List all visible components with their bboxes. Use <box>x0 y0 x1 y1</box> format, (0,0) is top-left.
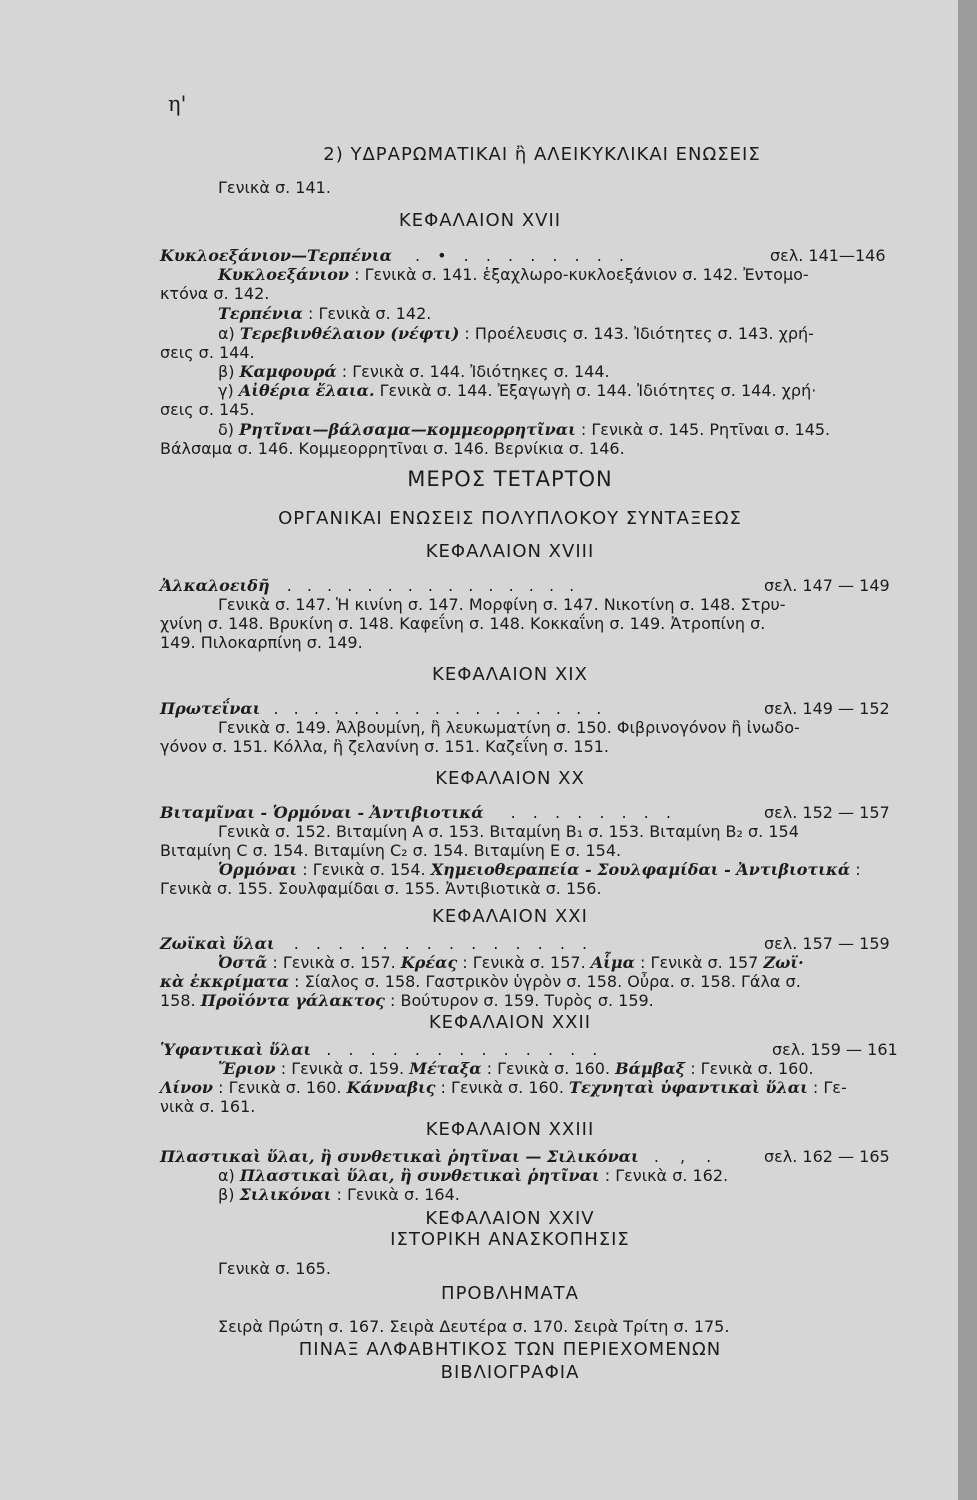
part-title: ΜΕΡΟΣ ΤΕΤΑΡΤΟΝ <box>407 467 613 491</box>
entry-title: Τερεβινθέλαιον (νέφτι) <box>239 324 460 343</box>
entry-title: Ζωϊ· <box>763 953 804 972</box>
entry-title: Αἰθέρια ἔλαια. <box>238 381 375 400</box>
entry-title: Ζωϊκαὶ ὕλαι <box>160 934 275 953</box>
entry-text: : Βούτυρον σ. 159. Τυρὸς σ. 159. <box>389 991 654 1010</box>
entry-text: : Γενικὰ σ. 157. <box>272 953 396 972</box>
toc-entry <box>160 699 606 718</box>
entry-label: 158. <box>160 991 196 1010</box>
entry-pages: σελ. 162 — 165 <box>764 1147 890 1166</box>
entry-pages: σελ. 141—146 <box>770 246 886 265</box>
entry-text: : <box>855 860 861 879</box>
entry-text: : Γενικὰ σ. 160. <box>486 1059 611 1078</box>
entry-text: : Γενικὰ σ. 145. Ρητῖναι σ. 145. <box>580 420 831 439</box>
chapter-18-heading: ΚΕΦΑΛΑΙΟΝ XVIII <box>425 541 595 562</box>
toc-line <box>218 420 830 439</box>
toc-entry <box>160 934 593 953</box>
entry-text: : Γε- <box>812 1078 847 1097</box>
toc-entry <box>160 803 677 822</box>
chapter-17-heading: ΚΕΦΑΛΑΙΟΝ XVII <box>398 210 562 231</box>
bibliography-title: ΒΙΒΛΙΟΓΡΑΦΙΑ <box>440 1362 580 1383</box>
toc-line <box>218 1166 728 1185</box>
entry-title: Βιταμῖναι - Ὁρμόναι - Ἀντιβιοτικά <box>160 803 484 822</box>
toc-line <box>160 972 801 991</box>
chapter-19-heading: ΚΕΦΑΛΑΙΟΝ XIX <box>432 664 588 685</box>
toc-line: 149. Πιλοκαρπίνη σ. 149. <box>160 633 363 652</box>
toc-line: κτόνα σ. 142. <box>160 284 270 303</box>
chapter-22-heading: ΚΕΦΑΛΑΙΟΝ XXII <box>428 1012 592 1033</box>
toc-entry <box>160 1147 719 1166</box>
entry-text: : Γενικὰ σ. 157. <box>462 953 586 972</box>
toc-entry <box>160 1040 603 1059</box>
toc-line <box>160 991 654 1010</box>
toc-line: νικὰ σ. 161. <box>160 1097 256 1116</box>
entry-pages: σελ. 157 — 159 <box>764 934 890 953</box>
entry-title: Κυκλοεξάνιον <box>218 265 350 284</box>
entry-pages: σελ. 152 — 157 <box>764 803 890 822</box>
entry-title: Βάμβαξ <box>615 1059 686 1078</box>
entry-title: Λίνον <box>160 1078 214 1097</box>
entry-title: Κυκλοεξάνιον—Τερπένια <box>160 246 392 265</box>
toc-line <box>218 1059 814 1078</box>
toc-line <box>218 860 861 879</box>
page-number: η' <box>168 92 187 116</box>
entry-text: : Γενικὰ σ. 162. <box>604 1166 729 1185</box>
entry-title: Καμφουρά <box>239 362 337 381</box>
entry-pages: σελ. 159 — 161 <box>772 1040 898 1059</box>
entry-title: Χημειοθεραπεία - Σουλφαμίδαι - Ἀντιβιοτικά <box>430 860 851 879</box>
toc-entry <box>160 576 579 595</box>
entry-label: β) <box>218 1185 235 1204</box>
entry-label: α) <box>218 1166 235 1185</box>
entry-text: : Γενικὰ σ. 159. <box>280 1059 405 1078</box>
section-2-title: 2) ΥΔΡΑΡΩΜΑΤΙΚΑΙ ἢ ΑΛΕΙΚΥΚΛΙΚΑΙ ΕΝΩΣΕΙΣ <box>323 144 761 165</box>
entry-text: : Γενικὰ σ. 157 <box>640 953 759 972</box>
toc-line: Βιταμίνη C σ. 154. Βιταμίνη C₂ σ. 154. Βιταμίνη Ε σ. 154. <box>160 841 622 860</box>
toc-line <box>218 324 814 343</box>
entry-text: : Γενικὰ σ. 142. <box>307 304 432 323</box>
entry-title: Ἔριον <box>218 1059 276 1078</box>
toc-line <box>218 381 816 400</box>
entry-label: β) <box>218 362 235 381</box>
entry-leader: . • . . . . . . . . <box>414 246 630 265</box>
toc-line: γόνον σ. 151. Κόλλα, ἢ ζελανίνη σ. 151. Καζεΐνη σ. 151. <box>160 737 610 756</box>
entry-leader: . . . . . . . . <box>510 803 677 822</box>
entry-title: Σιλικόναι <box>239 1185 332 1204</box>
entry-leader: . . . . . . . . . . . . . . . . . <box>273 699 607 718</box>
entry-pages: σελ. 149 — 152 <box>764 699 890 718</box>
entry-text: : Γενικὰ σ. 144. Ἰδιότηκες σ. 144. <box>341 362 610 381</box>
section-2-general: Γενικὰ σ. 141. <box>218 178 331 197</box>
toc-line: Γενικὰ σ. 147. Ἡ κινίνη σ. 147. Μορφίνη σ. 147. Νικοτίνη σ. 148. Στρυ- <box>218 595 786 614</box>
chapter-24-heading: ΚΕΦΑΛΑΙΟΝ XXIV <box>425 1208 595 1229</box>
entry-title: Πρωτεΐναι <box>160 699 261 718</box>
entry-leader: . , . <box>653 1147 720 1166</box>
entry-text: : Γενικὰ σ. 164. <box>336 1185 460 1204</box>
entry-pages: σελ. 147 — 149 <box>764 576 890 595</box>
toc-line: Γενικὰ σ. 165. <box>218 1259 331 1278</box>
entry-text: : Γενικὰ σ. 160. <box>218 1078 342 1097</box>
toc-line <box>218 304 431 323</box>
toc-line <box>218 1185 460 1204</box>
entry-title: Κρέας <box>400 953 458 972</box>
problems-heading: ΠΡΟΒΛΗΜΑΤΑ <box>441 1283 579 1304</box>
entry-title: Αἷμα <box>590 953 635 972</box>
toc-line: Γενικὰ σ. 155. Σουλφαμίδαι σ. 155. Ἀντιβιοτικὰ σ. 156. <box>160 879 602 898</box>
entry-title: Ἀλκαλοειδῆ <box>160 576 270 595</box>
entry-text: : Γενικὰ σ. 160. <box>440 1078 564 1097</box>
toc-line: Γενικὰ σ. 149. Ἀλβουμίνη, ἢ λευκωματίνη σ. 150. Φιβρινογόνον ἢ ἰνωδο- <box>218 718 800 737</box>
entry-title: Πλαστικαὶ ὕλαι, ἢ συνθετικαὶ ῥητῖναι — Σιλικόναι <box>160 1147 639 1166</box>
entry-leader: . . . . . . . . . . . . . <box>326 1040 604 1059</box>
entry-title: Ὀστᾶ <box>218 953 268 972</box>
part-subtitle: ΟΡΓΑΝΙΚΑΙ ΕΝΩΣΕΙΣ ΠΟΛΥΠΛΟΚΟΥ ΣΥΝΤΑΞΕΩΣ <box>278 508 742 529</box>
entry-title: Ὑφαντικαὶ ὕλαι <box>160 1040 312 1059</box>
entry-title: Μέταξα <box>409 1059 482 1078</box>
entry-text: : Γενικὰ σ. 141. ἑξαχλωρο-κυκλοεξάνιον σ. 142. Ἐντομο- <box>354 265 809 284</box>
toc-entry <box>160 246 630 265</box>
entry-title: Κάνναβις <box>346 1078 436 1097</box>
toc-line <box>218 265 809 284</box>
page-edge <box>958 0 977 1500</box>
toc-line <box>218 953 804 972</box>
entry-title: κὰ ἐκκρίματα <box>160 972 290 991</box>
chapter-23-heading: ΚΕΦΑΛΑΙΟΝ XXIII <box>425 1119 595 1140</box>
toc-line: σεις σ. 145. <box>160 400 255 419</box>
entry-title: Τεχνηταὶ ὑφαντικαὶ ὕλαι <box>569 1078 808 1097</box>
entry-title: Προϊόντα γάλακτος <box>200 991 385 1010</box>
entry-title: Ὁρμόναι <box>218 860 298 879</box>
entry-text: : Γενικὰ σ. 154. <box>302 860 426 879</box>
chapter-20-heading: ΚΕΦΑΛΑΙΟΝ XX <box>435 768 585 789</box>
toc-line: Γενικὰ σ. 152. Βιταμίνη Α σ. 153. Βιταμίνη Β₁ σ. 153. Βιταμίνη Β₂ σ. 154 <box>218 822 799 841</box>
toc-line <box>218 362 610 381</box>
toc-line: Βάλσαμα σ. 146. Κομμεορρητῖναι σ. 146. Βερνίκια σ. 146. <box>160 439 625 458</box>
entry-text: : Γενικὰ σ. 160. <box>690 1059 814 1078</box>
entry-title: Τερπένια <box>218 304 303 323</box>
chapter-21-heading: ΚΕΦΑΛΑΙΟΝ XXI <box>432 906 588 927</box>
entry-text: : Προέλευσις σ. 143. Ἰδιότητες σ. 143. χρή- <box>464 324 814 343</box>
toc-line: σεις σ. 144. <box>160 343 255 362</box>
problems-text: Σειρὰ Πρώτη σ. 167. Σειρὰ Δευτέρα σ. 170. Σειρὰ Τρίτη σ. 175. <box>218 1317 730 1336</box>
entry-title: Ρητῖναι—βάλσαμα—κομμεορρητῖναι <box>239 420 576 439</box>
toc-line: χνίνη σ. 148. Βρυκίνη σ. 148. Καφεΐνη σ. 148. Κοκκαΐνη σ. 149. Ἀτροπίνη σ. <box>160 614 766 633</box>
entry-title: Πλαστικαὶ ὕλαι, ἢ συνθετικαὶ ῥητῖναι <box>239 1166 600 1185</box>
chapter-24-subtitle: ΙΣΤΟΡΙΚΗ ΑΝΑΣΚΟΠΗΣΙΣ <box>390 1229 630 1250</box>
toc-line <box>160 1078 847 1097</box>
index-title: ΠΙΝΑΞ ΑΛΦΑΒΗΤΙΚΟΣ ΤΩΝ ΠΕΡΙΕΧΟΜΕΝΩΝ <box>298 1339 722 1360</box>
entry-text: : Σίαλος σ. 158. Γαστρικὸν ὑγρὸν σ. 158. Οὖρα. σ. 158. Γάλα σ. <box>294 972 801 991</box>
entry-label: γ) <box>218 381 234 400</box>
entry-leader: . . . . . . . . . . . . . . . <box>286 576 580 595</box>
entry-label: δ) <box>218 420 235 439</box>
entry-leader: . . . . . . . . . . . . . . <box>293 934 594 953</box>
entry-text: Γενικὰ σ. 144. Ἐξαγωγὴ σ. 144. Ἰδιότητες σ. 144. χρή· <box>379 381 817 400</box>
entry-label: α) <box>218 324 235 343</box>
